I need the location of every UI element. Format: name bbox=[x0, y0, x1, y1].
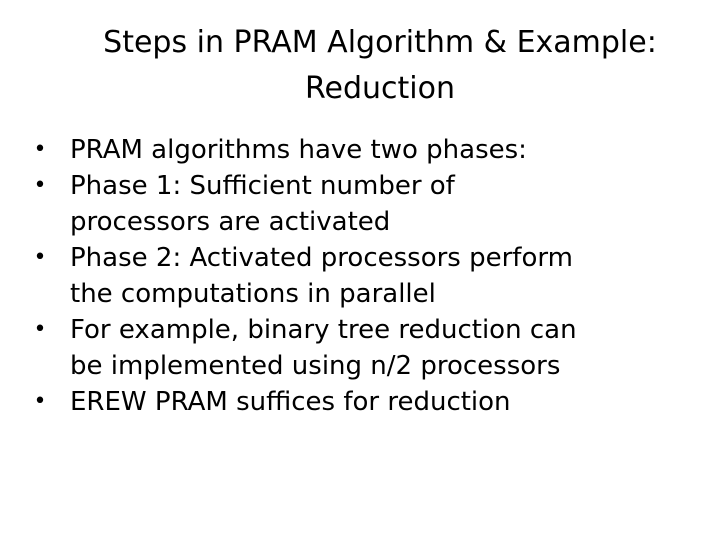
bullet-dot-icon: • bbox=[33, 317, 47, 342]
bullet-text-continuation: be implemented using n/2 processors bbox=[70, 351, 561, 381]
bullet-text: Phase 2: Activated processors perform bbox=[70, 243, 573, 273]
title-line-2: Reduction bbox=[305, 71, 455, 106]
slide-title bbox=[40, 20, 720, 112]
bullet-item bbox=[0, 312, 720, 384]
bullet-text: EREW PRAM suffices for reduction bbox=[70, 387, 511, 417]
bullet-text: For example, binary tree reduction can bbox=[70, 315, 577, 345]
bullet-dot-icon: • bbox=[33, 245, 47, 270]
bullet-dot-icon: • bbox=[33, 173, 47, 198]
title-line-1: Steps in PRAM Algorithm & Example: bbox=[103, 25, 657, 60]
bullet-item bbox=[0, 168, 720, 240]
bullet-item bbox=[0, 132, 720, 168]
bullet-text: Phase 1: Sufficient number of bbox=[70, 171, 455, 201]
bullet-item bbox=[0, 240, 720, 312]
bullet-item bbox=[0, 384, 720, 420]
bullet-text: PRAM algorithms have two phases: bbox=[70, 135, 527, 165]
bullet-list bbox=[0, 132, 720, 420]
bullet-dot-icon: • bbox=[33, 389, 47, 414]
bullet-dot-icon: • bbox=[33, 137, 47, 162]
bullet-text-continuation: the computations in parallel bbox=[70, 279, 436, 309]
bullet-text-continuation: processors are activated bbox=[70, 207, 391, 237]
